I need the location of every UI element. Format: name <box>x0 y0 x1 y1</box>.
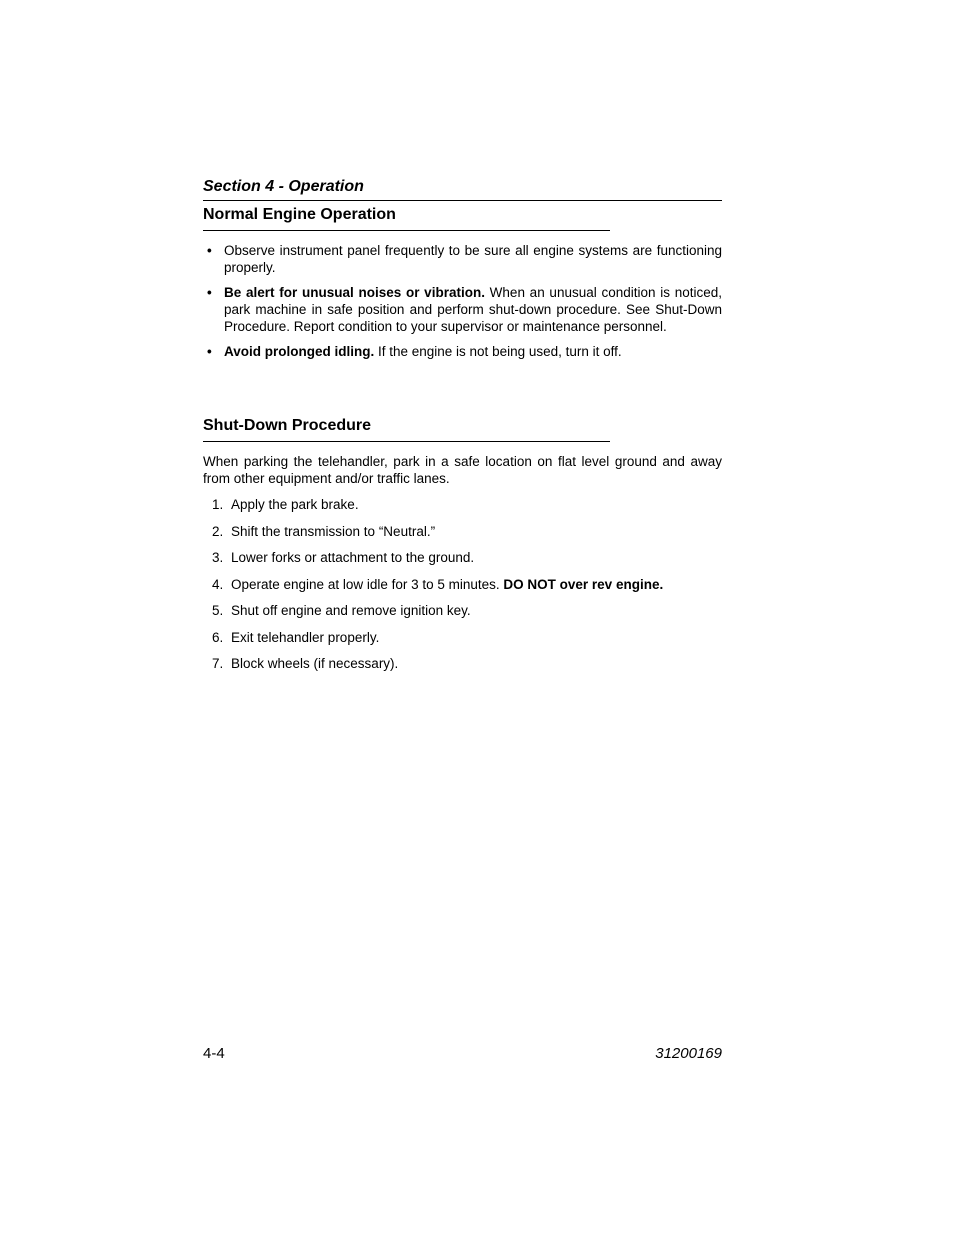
step-number: 6. <box>212 629 224 645</box>
step-number: 4. <box>212 576 224 592</box>
step-text: Block wheels (if necessary). <box>231 656 399 671</box>
step-number: 2. <box>212 523 224 539</box>
bullet-lead: Be alert for unusual noises or vibration. <box>224 285 485 300</box>
normal-engine-operation-heading: Normal Engine Operation <box>203 206 396 223</box>
step-text: Lower forks or attachment to the ground. <box>231 550 475 565</box>
section-header-rule <box>203 200 722 201</box>
step-bold-text: DO NOT over rev engine. <box>503 576 664 592</box>
bullet-text: When an unusual condition is noticed, park machine in safe position and perform shut-down procedure. See Shut-Down Procedure. Report condition to your supervisor or maintenance personnel. <box>224 285 722 334</box>
normal-engine-bullet-list <box>203 242 722 368</box>
shutdown-heading-rule <box>203 441 610 442</box>
bullet-item <box>203 242 722 276</box>
step-text: Shift the transmission to “Neutral.” <box>231 523 436 539</box>
step-text: Exit telehandler properly. <box>231 629 380 645</box>
step-item <box>203 549 722 566</box>
step-number: 7. <box>212 656 224 671</box>
bullet-text: Observe instrument panel frequently to be sure all engine systems are functioning properly. <box>224 243 722 275</box>
step-number: 5. <box>212 603 224 618</box>
step-text: Shut off engine and remove ignition key. <box>231 603 471 618</box>
step-item <box>203 655 722 672</box>
step-item <box>203 496 722 513</box>
normal-engine-heading-rule <box>203 230 610 231</box>
bullet-marker: • <box>207 243 212 258</box>
shutdown-steps-list <box>203 496 722 682</box>
step-item <box>203 629 722 646</box>
step-text: Operate engine at low idle for 3 to 5 minutes. <box>231 576 504 592</box>
step-item <box>203 576 722 593</box>
section-header: Section 4 - Operation <box>203 178 364 195</box>
page-number: 4-4 <box>203 1045 225 1062</box>
bullet-item <box>203 343 722 360</box>
bullet-lead: Avoid prolonged idling. <box>224 344 375 359</box>
bullet-text: If the engine is not being used, turn it off. <box>374 344 622 359</box>
shutdown-intro-paragraph: When parking the telehandler, park in a safe location on flat level ground and away from other equipment and/or traffic lanes. <box>203 454 722 486</box>
bullet-item <box>203 284 722 335</box>
step-number: 3. <box>212 550 224 565</box>
bullet-marker: • <box>207 344 212 359</box>
shutdown-procedure-heading: Shut-Down Procedure <box>203 417 372 434</box>
document-number: 31200169 <box>655 1045 722 1062</box>
bullet-marker: • <box>207 285 212 300</box>
step-item <box>203 602 722 619</box>
step-number: 1. <box>212 497 224 512</box>
step-text: Apply the park brake. <box>231 497 359 512</box>
step-item <box>203 523 722 540</box>
